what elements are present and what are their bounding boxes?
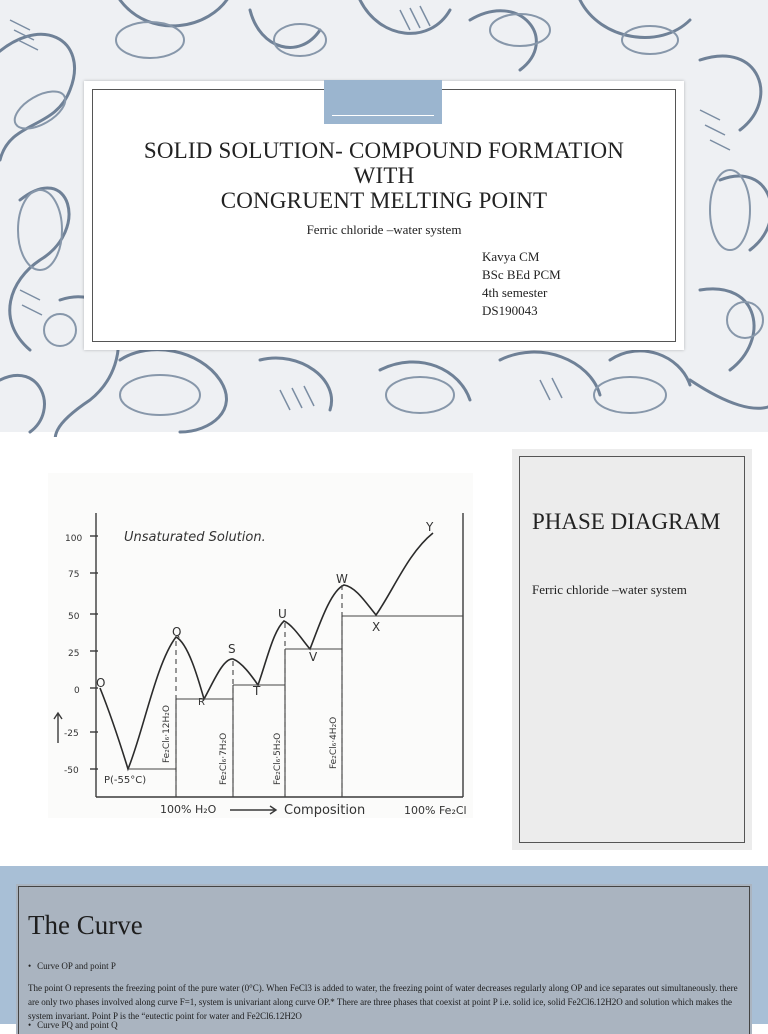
eutectic-label: P(-55°C): [104, 775, 147, 786]
bullet-curve-pq: [28, 1020, 118, 1030]
panel-subtitle: Ferric chloride –water system: [532, 582, 687, 597]
title-slide: [0, 0, 768, 432]
title-line-1: SOLID SOLUTION- COMPOUND FORMATION: [143, 138, 625, 163]
title-line-2: WITH: [353, 163, 415, 188]
compound-label-4h2o: Fe₂Cl₆·4H₂O: [329, 716, 339, 769]
x-left-label: 100% H₂O: [160, 803, 217, 816]
eutectic-lines: [128, 616, 463, 797]
point-label-q: Q: [172, 625, 182, 639]
compound-label-5h2o: Fe₂Cl₆·5H₂O: [273, 732, 283, 785]
compound-label-12h2o: Fe₂Cl₆·12H₂O: [162, 705, 172, 763]
title-card: [84, 81, 684, 350]
curve-op-paragraph: The point O represents the freezing point of the pure water (0°C). When FeCl3 is added to water, the freezing point of water decreases regularly along OP and ice separates out simultaneously. there are only two phases involved along curve F=1, system is univariant along curve OP.* There are three phases that coexist at point P i.e. solid ice, solid Fe2Cl6.12H2O and solution which makes the system invariant. Point P is the “eutectic point for water and Fe2Cl6.12H2O: [28, 983, 738, 1021]
author-course: BSc BEd PCM: [482, 267, 561, 282]
author-info: [482, 248, 561, 320]
curve-card: [16, 884, 752, 1034]
phase-diagram-photo: [48, 473, 473, 818]
presentation-title: [84, 138, 684, 213]
panel-title: PHASE DIAGRAM: [532, 509, 721, 534]
phase-curve: [100, 533, 433, 769]
point-label-u: U: [278, 607, 287, 621]
curve-title: The Curve: [28, 910, 143, 940]
bullet-dot: •: [28, 1020, 32, 1030]
region-label: Unsaturated Solution.: [124, 530, 266, 545]
title-line-3: CONGRUENT MELTING POINT: [220, 188, 548, 213]
author-id: DS190043: [482, 303, 538, 318]
accent-tab: [324, 80, 442, 124]
x-axis-label: Composition: [284, 803, 366, 818]
bullet-curve-pq-text: Curve PQ and point Q: [37, 1020, 118, 1030]
bullet-dot: •: [28, 961, 32, 971]
y-tick-75: 75: [68, 570, 80, 580]
author-semester: 4th semester: [482, 285, 548, 300]
y-tick-0: 0: [74, 686, 80, 696]
side-panel: [512, 449, 752, 850]
point-label-y: Y: [426, 520, 434, 534]
diagram-frame: [54, 513, 463, 814]
y-tick-25: 25: [68, 649, 80, 659]
point-label-w: W: [336, 572, 348, 586]
curve-slide: [0, 866, 768, 1030]
y-tick-minus50: -50: [64, 766, 79, 776]
hand-drawn-phase-diagram: [48, 473, 473, 818]
bullet-curve-op: [28, 961, 116, 971]
point-label-s: S: [228, 642, 236, 656]
point-label-o: O: [96, 676, 106, 690]
presentation-subtitle: Ferric chloride –water system: [306, 222, 462, 237]
phase-diagram-slide: [0, 437, 768, 863]
compound-label-7h2o: Fe₂Cl₆·7H₂O: [219, 732, 229, 785]
point-label-r: R: [198, 697, 205, 708]
y-tick-100: 100: [65, 534, 83, 544]
point-label-v: V: [309, 650, 318, 664]
point-label-t: T: [253, 684, 261, 698]
bullet-curve-op-text: Curve OP and point P: [37, 961, 116, 971]
author-name: Kavya CM: [482, 249, 540, 264]
point-label-x: X: [372, 620, 381, 634]
y-tick-minus25: -25: [64, 729, 79, 739]
x-right-label: 100% Fe₂Cl: [404, 804, 467, 817]
y-tick-50: 50: [68, 612, 80, 622]
